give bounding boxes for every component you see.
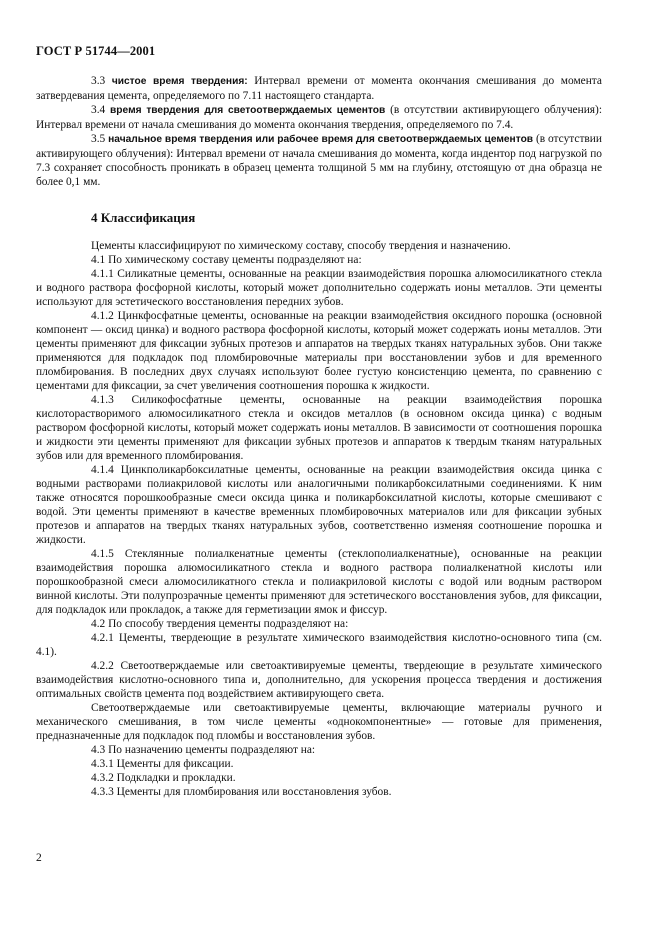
- definition-3-3: [36, 74, 602, 103]
- paragraph: 4.1.3 Силикофосфатные цементы, основанные на реакции взаимодействия порошка кислоторастворимого алюмосиликатного стекла и оксидов металлов (в основном оксида цинка) с водным раствором фосфорной кислоты, который может содержать ионы металлов. В зависимости от соотношения порошка и жидкости эти цементы применяют для фиксации зубных протезов и аппаратов к твердым тканям натуральных зубов или для временного пломбирования.: [36, 394, 602, 462]
- paragraph: 4.1.2 Цинкфосфатные цементы, основанные на реакции взаимодействия оксидного порошка (основной компонент — оксид цинка) и водного раствора фосфорной кислоты, который может содержать ионы металлов. Эти цементы применяют для фиксации зубных протезов и аппаратов на твердых тканях натуральных зубов. Они также применяются для подкладок под пломбировочные материалы при восстановлении зубов и для временного пломбирования. В последних двух случаях используют более густую консистенцию цемента, по сравнению с цементами для фиксации, за счет увеличения соотношения порошка к жидкости.: [36, 310, 602, 392]
- paragraph: 4.1.1 Силикатные цементы, основанные на реакции взаимодействия порошка алюмосиликатного стекла и водного раствора фосфорной кислоты, который может дополнительно содержать ионы металлов. Эти цементы используют для эстетического восстановления передних зубов.: [36, 268, 602, 308]
- page-number: 2: [36, 852, 42, 864]
- paragraph: 4.1.5 Стеклянные полиалкенатные цементы (стеклополиалкенатные), основанные на реакции взаимодействия порошка алюмосиликатного стекла и водного раствора полиалкенатной кислоты или порошкообразной смеси алюмосиликатного стекла и полиакриловой кислоты с водой или водным раствором винной кислоты. Эти полупрозрачные цементы применяют для эстетического восстановления зубов, для фиксации, для подкладок или прокладок, а также для герметизации ямок и фиссур.: [36, 548, 602, 616]
- page-body: [36, 74, 602, 799]
- paragraph: 4.2 По способу твердения цементы подразделяют на:: [91, 618, 349, 630]
- paragraph: 4.2.2 Светоотверждаемые или светоактивируемые цементы, твердеющие в результате химического взаимодействия кислотно-основного типа и, дополнительно, для ускорения процесса твердения и достижения оптимальных свойств цемента под воздействием активирующего света.: [36, 660, 602, 700]
- paragraph: Светоотверждаемые или светоактивируемые цементы, включающие материалы ручного и механического смешивания, в том числе цементы «однокомпонентные» — готовые для применения, предназначенные для подкладок под пломбы и восстановления зубов.: [36, 702, 602, 742]
- definition-number: 3.5: [91, 133, 106, 145]
- definition-3-4: [36, 103, 602, 132]
- definition-number: 3.4: [91, 104, 106, 116]
- definition-number: 3.3: [91, 75, 106, 87]
- definition-text: Интервал времени от момента окончания смешивания до момента затвердевания цемента, определяемого по 7.11 настоящего стандарта.: [36, 75, 602, 102]
- definition-term: время твердения для светоотверждаемых цементов: [110, 105, 386, 116]
- paragraph: 4.3 По назначению цементы подразделяют на:: [91, 744, 316, 756]
- paragraph: 4.3.3 Цементы для пломбирования или восстановления зубов.: [91, 786, 392, 798]
- definition-term: начальное время твердения или рабочее время для светоотверждаемых цементов: [108, 134, 534, 145]
- paragraph: 4.2.1 Цементы, твердеющие в результате химического взаимодействия кислотно-основного типа (см. 4.1).: [36, 632, 602, 658]
- definition-term: чистое время твердения:: [111, 76, 248, 87]
- paragraph: 4.3.2 Подкладки и прокладки.: [91, 772, 236, 784]
- document-header: ГОСТ Р 51744—2001: [36, 44, 156, 58]
- section-title: 4 Классификация: [91, 210, 196, 225]
- definition-text: (в отсутствии активирующего облучения): Интервал времени от начала смешивания до момента, когда индентор под нагрузкой по 7.3 сохраняет способность проникать в образец цемента толщиной 5 мм на глубину, отстоящую от дна образца не более 0,1 мм.: [36, 133, 602, 188]
- definition-text: (в отсутствии активирующего облучения): Интервал времени от начала смешивания до момента окончания твердения, определяемого по 7.4.: [36, 104, 602, 131]
- paragraph: Цементы классифицируют по химическому составу, способу твердения и назначению.: [91, 240, 511, 252]
- paragraph: 4.3.1 Цементы для фиксации.: [91, 758, 234, 770]
- definition-3-5: [36, 132, 602, 189]
- paragraph: 4.1.4 Цинкполикарбоксилатные цементы, основанные на реакции взаимодействия оксида цинка с водными растворами полиакриловой кислоты или аналогичными поликарбоксилатными соединениями. К ним также относятся порошкообразные смеси оксида цинка и поликарбоксилатной кислоты, которые смешивают с водой. Эти цементы применяют в качестве временных пломбировочных материалов или для фиксации зубных протезов и аппаратов на твердых тканях натуральных зубов, соответственно изменяя соотношение порошка и жидкости.: [36, 464, 602, 546]
- paragraph: 4.1 По химическому составу цементы подразделяют на:: [91, 254, 362, 266]
